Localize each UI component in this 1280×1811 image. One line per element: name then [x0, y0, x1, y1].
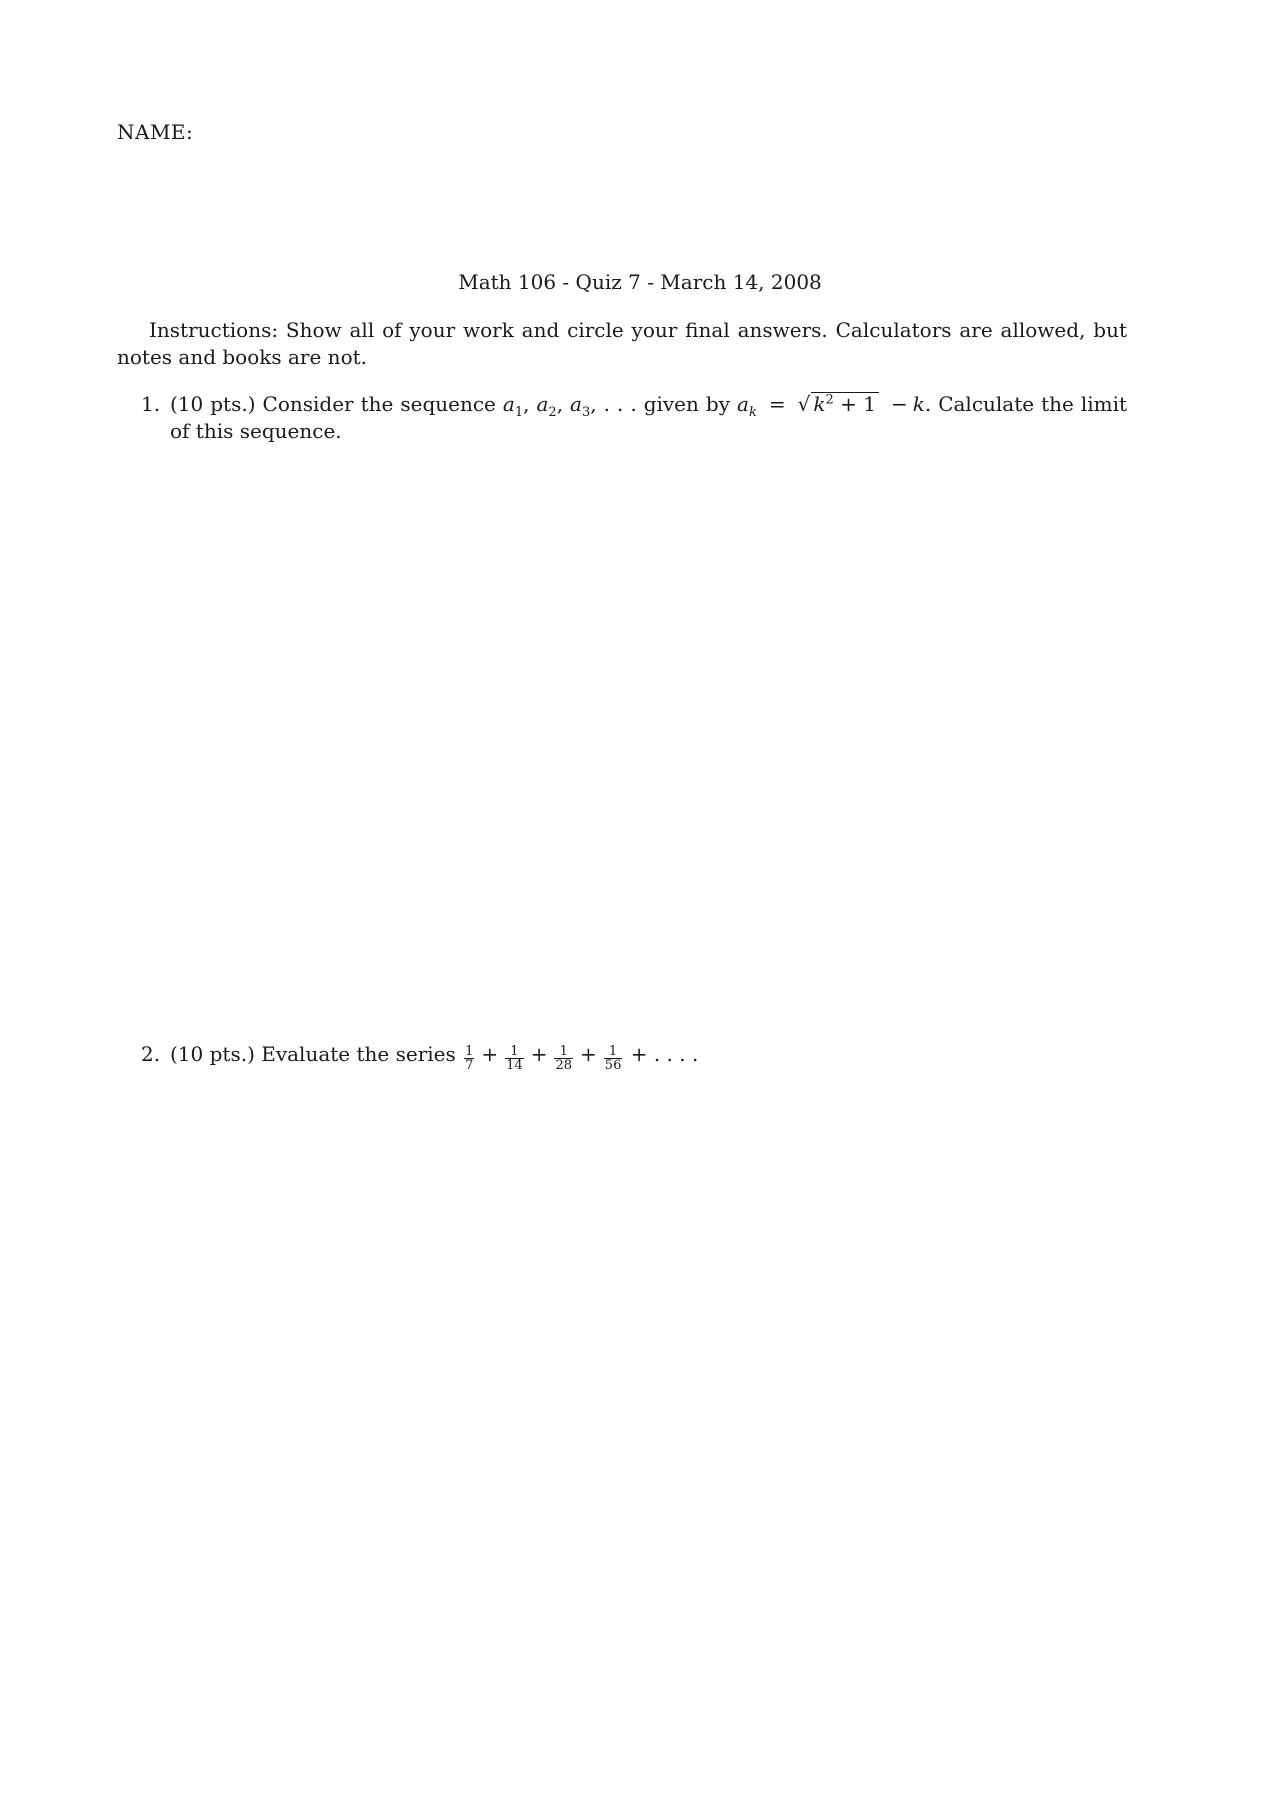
series-ellipsis: + . . . . [630, 1042, 699, 1066]
problem-intro: Consider the sequence [262, 392, 496, 416]
page-title: Math 106 - Quiz 7 - March 14, 2008 [458, 270, 822, 294]
fraction: $\frac{1}{14}$ [506, 1044, 523, 1073]
problem-number: 1. [141, 392, 161, 416]
sequence-formula: $a_k$ = √ $k^2 + 1 - k$. [737, 392, 932, 420]
sequence-terms: $a_1$, $a_2$, $a_3$, . . . [502, 392, 637, 420]
problem-given-by: given by [643, 392, 730, 416]
problem-2 [117, 1041, 1127, 1072]
problem-body [170, 391, 1127, 445]
series-expression: $\frac{1}{7}$ + $\frac{1}{14}$ + $\frac{1}{28}$ + $\frac{1}{56}$ + . . . . [465, 1042, 699, 1073]
problem-tail: Calculate the limit of this sequence. [170, 392, 1128, 443]
square-root: √ $k^2 + 1$ [798, 391, 879, 418]
fraction: $\frac{1}{56}$ [604, 1044, 622, 1073]
problem-intro: Evaluate the series [261, 1042, 456, 1066]
problem-1 [117, 391, 1127, 445]
problem-body [170, 1041, 1127, 1072]
problem-points: (10 pts.) [170, 1042, 255, 1066]
fraction: $\frac{1}{28}$ [555, 1044, 573, 1073]
fraction: $\frac{1}{7}$ [465, 1044, 474, 1073]
name-label: NAME: [117, 120, 194, 144]
problem-number: 2. [141, 1042, 161, 1066]
instructions: Instructions: Show all of your work and circle your final answers. Calculators are allowed, but notes and books are not. [117, 318, 1127, 369]
problem-points: (10 pts.) [170, 392, 256, 416]
